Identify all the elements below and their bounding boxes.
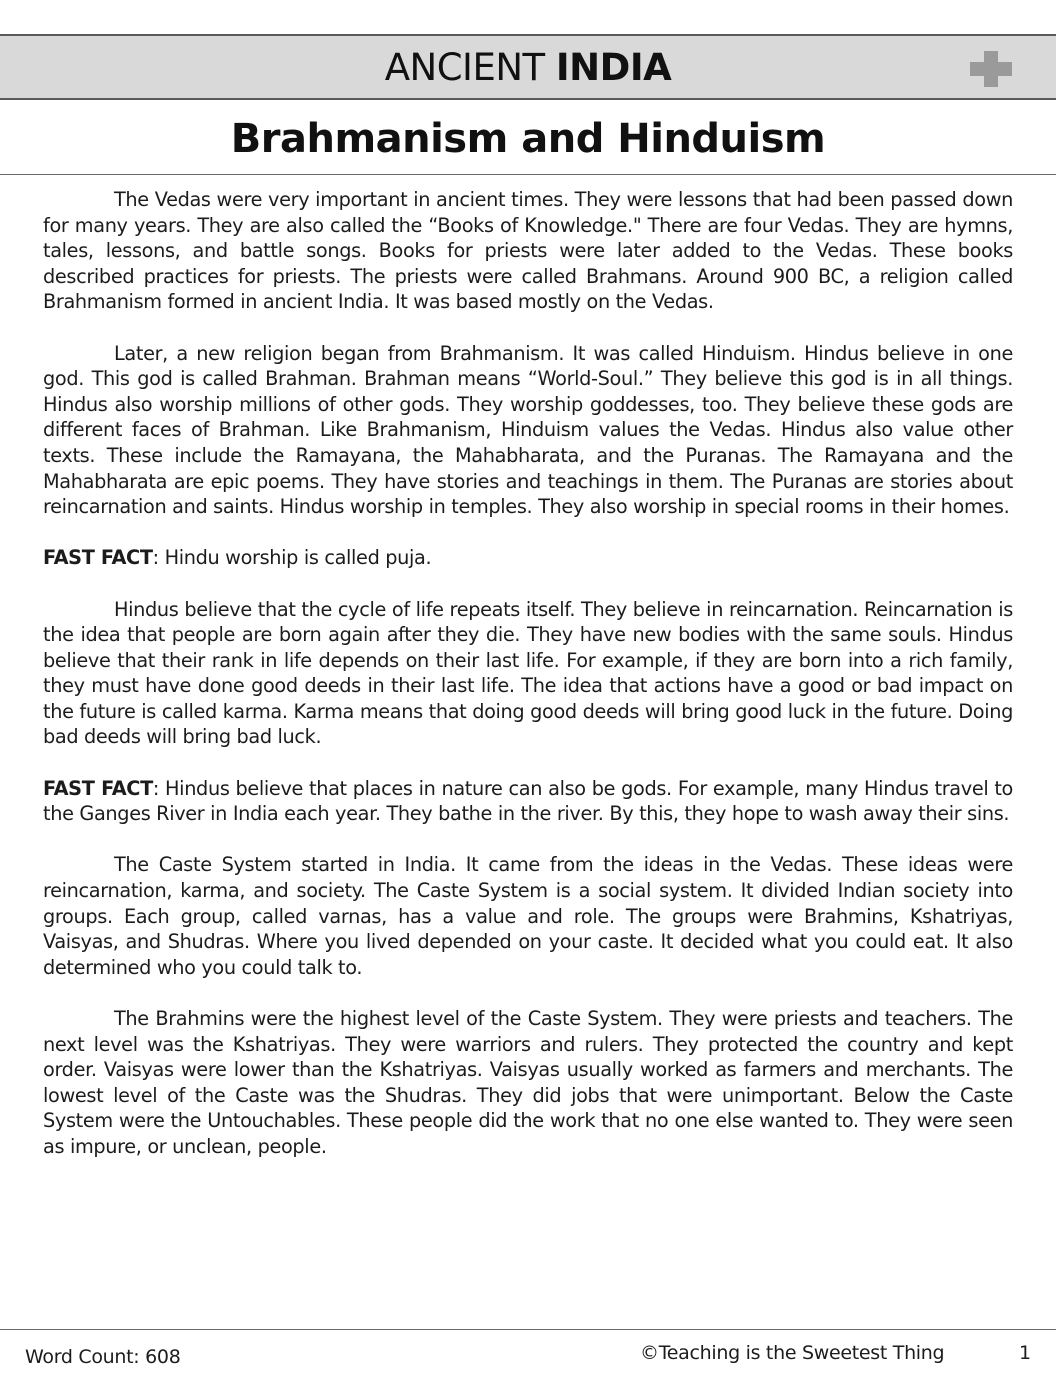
fast-fact-puja [43, 545, 1013, 571]
fast-fact-text: : Hindus believe that places in nature can also be gods. For example, many Hindus travel to the Ganges River in India each year. They bathe in the river. By this, they hope to wash away their sins. [43, 776, 1013, 826]
header-title-light: ANCIENT [384, 46, 556, 89]
paragraph-reincarnation: Hindus believe that the cycle of life repeats itself. They believe in reincarnation. Reincarnation is the idea that people are born again after they die. They have new bodies with the same souls. Hindus believe that their rank in life depends on their last life. For example, if they are born into a rich family, they must have done good deeds in their last life. The idea that actions have a good or bad impact on the future is called karma. Karma means that doing good deeds will bring good luck in the future. Doing bad deeds will bring bad luck. [43, 597, 1013, 749]
paragraph-caste-system: The Caste System started in India. It came from the ideas in the Vedas. These ideas were reincarnation, karma, and society. The Caste System is a social system. It divided Indian society into groups. Each group, called varnas, has a value and role. The groups were Brahmins, Kshatriyas, Vaisyas, and Shudras. Where you lived depended on your caste. It decided what you could eat. It also determined who you could talk to. [43, 853, 1013, 979]
title-divider [0, 174, 1056, 175]
paragraph-caste-levels: The Brahmins were the highest level of the Caste System. They were priests and teachers. The next level was the Kshatriyas. They were warriors and rulers. They protected the country and kept order. Vaisyas were lower than the Kshatriyas. Vaisyas usually worked as farmers and merchants. The lowest level of the Caste was the Shudras. They did jobs that were unimportant. Below the Caste System were the Untouchables. These people did the work that no one else wanted to. They were seen as impure, or unclean, people. [43, 1007, 1013, 1158]
header-title-bold: INDIA [555, 46, 672, 89]
fast-fact-label: FAST FACT [43, 776, 153, 800]
copyright-notice: ©Teaching is the Sweetest Thing [640, 1342, 945, 1364]
fast-fact-text: : Hindu worship is called puja. [152, 546, 432, 570]
word-count: Word Count: 608 [25, 1346, 181, 1368]
fast-fact-label: FAST FACT [43, 546, 153, 570]
article-body [43, 187, 1013, 1185]
footer-divider [0, 1329, 1056, 1330]
header-band [0, 34, 1056, 100]
plus-icon [970, 51, 1012, 87]
paragraph-vedas: The Vedas were very important in ancient times. They were lessons that had been passed down for many years. They are also called the “Books of Knowledge." There are four Vedas. They are hymns, tales, lessons, and battle songs. Books for priests were later added to the Vedas. These books described practices for priests. The priests were called Brahmans. Around 900 BC, a religion called Brahmanism formed in ancient India. It was based mostly on the Vedas. [43, 188, 1013, 314]
paragraph-hinduism: Later, a new religion began from Brahmanism. It was called Hinduism. Hindus believe in one god. This god is called Brahman. Brahman means “World-Soul.” They believe this god is in all things. Hindus also worship millions of other gods. They worship goddesses, too. They believe these gods are different faces of Brahman. Like Brahmanism, Hinduism values the Vedas. Hindus also value other texts. These include the Ramayana, the Mahabharata, and the Puranas. The Ramayana and the Mahabharata are epic poems. They have stories and teachings in them. The Puranas are stories about reincarnation and saints. Hindus worship in temples. They also worship in special rooms in their homes. [43, 341, 1013, 519]
page-number: 1 [1019, 1342, 1032, 1364]
page-title: Brahmanism and Hinduism [230, 116, 826, 162]
header-title [0, 48, 1056, 88]
fast-fact-ganges [43, 776, 1013, 827]
